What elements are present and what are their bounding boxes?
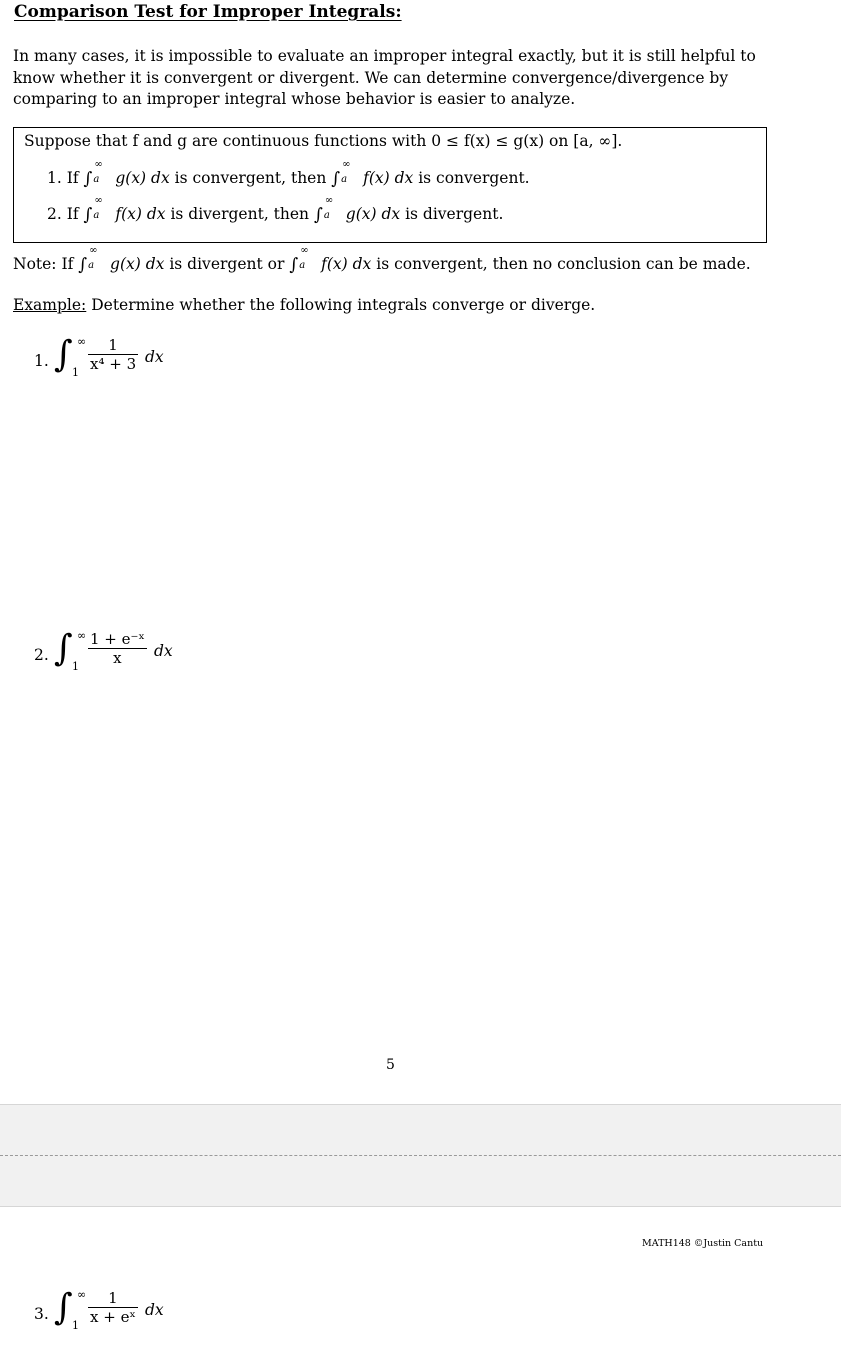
item-text: If [66,169,79,187]
numerator: 1 [108,336,118,354]
intro-paragraph: In many cases, it is impossible to evaluate an improper integral exactly, but it is still helpful to know whether it is convergent or divergent. We can determine convergence/divergence by comparing to an improper integral whose behavior is easier to analyze. [13,47,756,108]
theorem-box [13,127,767,243]
upper-limit: ∞ [77,629,87,642]
fraction [88,336,138,373]
lower-limit: 1 [72,1319,79,1332]
numerator: 1 [108,1289,118,1307]
note-line [13,245,751,275]
item-text: is divergent. [405,205,504,223]
example-text: Determine whether the following integrals converge or diverge. [91,296,596,314]
item-text: is divergent, then [170,205,310,223]
upper-limit: ∞ [342,159,351,170]
upper-limit: ∞ [94,159,103,170]
integral-sign: ∫ [289,255,299,275]
upper-limit: ∞ [77,1288,87,1301]
page-number: 5 [386,1057,395,1073]
denominator: x + eˣ [90,1308,136,1326]
integral-limits [340,159,358,185]
lower-limit: a [93,174,100,185]
integral-limits [87,245,105,271]
integral-limits [323,195,341,221]
integral-sign: ∫ [78,255,88,275]
page-break-line [0,1155,841,1156]
upper-limit: ∞ [77,335,87,348]
theorem-item-2 [47,195,504,225]
differential: dx [145,1301,164,1319]
integral-limits [298,245,316,271]
integral-sign: ∫ [54,334,73,375]
fraction [88,630,147,667]
upper-limit: ∞ [89,245,98,256]
integrand: g(x) dx [115,169,170,187]
integrand: f(x) dx [321,255,372,273]
integrand: f(x) dx [363,169,414,187]
integral-sign: ∫ [54,628,73,669]
integral-limits [92,159,110,185]
lower-limit: a [323,210,330,221]
problem-number: 2. [34,646,49,664]
integral-sign: ∫ [331,169,341,189]
theorem-item-1 [47,159,530,189]
integral-sign: ∫ [313,205,323,225]
problem-number: 1. [34,352,49,370]
section-title: Comparison Test for Improper Integrals: [14,2,402,22]
example-label: Example: [13,296,87,314]
item-number: 2. [47,205,62,223]
integral-sign: ∫ [83,169,93,189]
note-text: is convergent, then no conclusion can be made. [376,255,751,273]
lower-limit: a [299,260,306,271]
lower-limit: 1 [72,366,79,379]
integrand: g(x) dx [110,255,165,273]
lower-limit: 1 [72,660,79,673]
lower-limit: a [93,210,100,221]
numerator: 1 + e⁻ˣ [90,630,145,648]
lower-limit: a [88,260,95,271]
integral-sign: ∫ [54,1287,73,1328]
example-line [13,296,595,314]
upper-limit: ∞ [94,195,103,206]
fraction [88,1289,138,1326]
lower-limit: a [341,174,348,185]
page-separator [0,1104,841,1207]
item-number: 1. [47,169,62,187]
problem-2 [34,628,234,687]
integrand: g(x) dx [345,205,401,223]
upper-limit: ∞ [324,195,334,206]
denominator: x [88,648,147,667]
item-text: If [66,205,79,223]
problem-1 [34,334,234,393]
upper-limit: ∞ [300,245,309,256]
note-text: is divergent or [169,255,285,273]
item-text: is convergent, then [174,169,327,187]
problem-number: 3. [34,1305,49,1323]
differential: dx [145,348,164,366]
page-footer: MATH148 ©Justin Cantu [642,1238,764,1249]
note-text: Note: If [13,255,74,273]
denominator: x⁴ + 3 [90,355,137,373]
integral-sign: ∫ [83,205,93,225]
item-text: is convergent. [418,169,530,187]
integral-limits [92,195,110,221]
theorem-hypothesis: Suppose that f and g are continuous functions with 0 ≤ f(x) ≤ g(x) on [a, ∞]. [24,132,623,150]
differential: dx [154,642,173,660]
integrand: f(x) dx [115,205,166,223]
